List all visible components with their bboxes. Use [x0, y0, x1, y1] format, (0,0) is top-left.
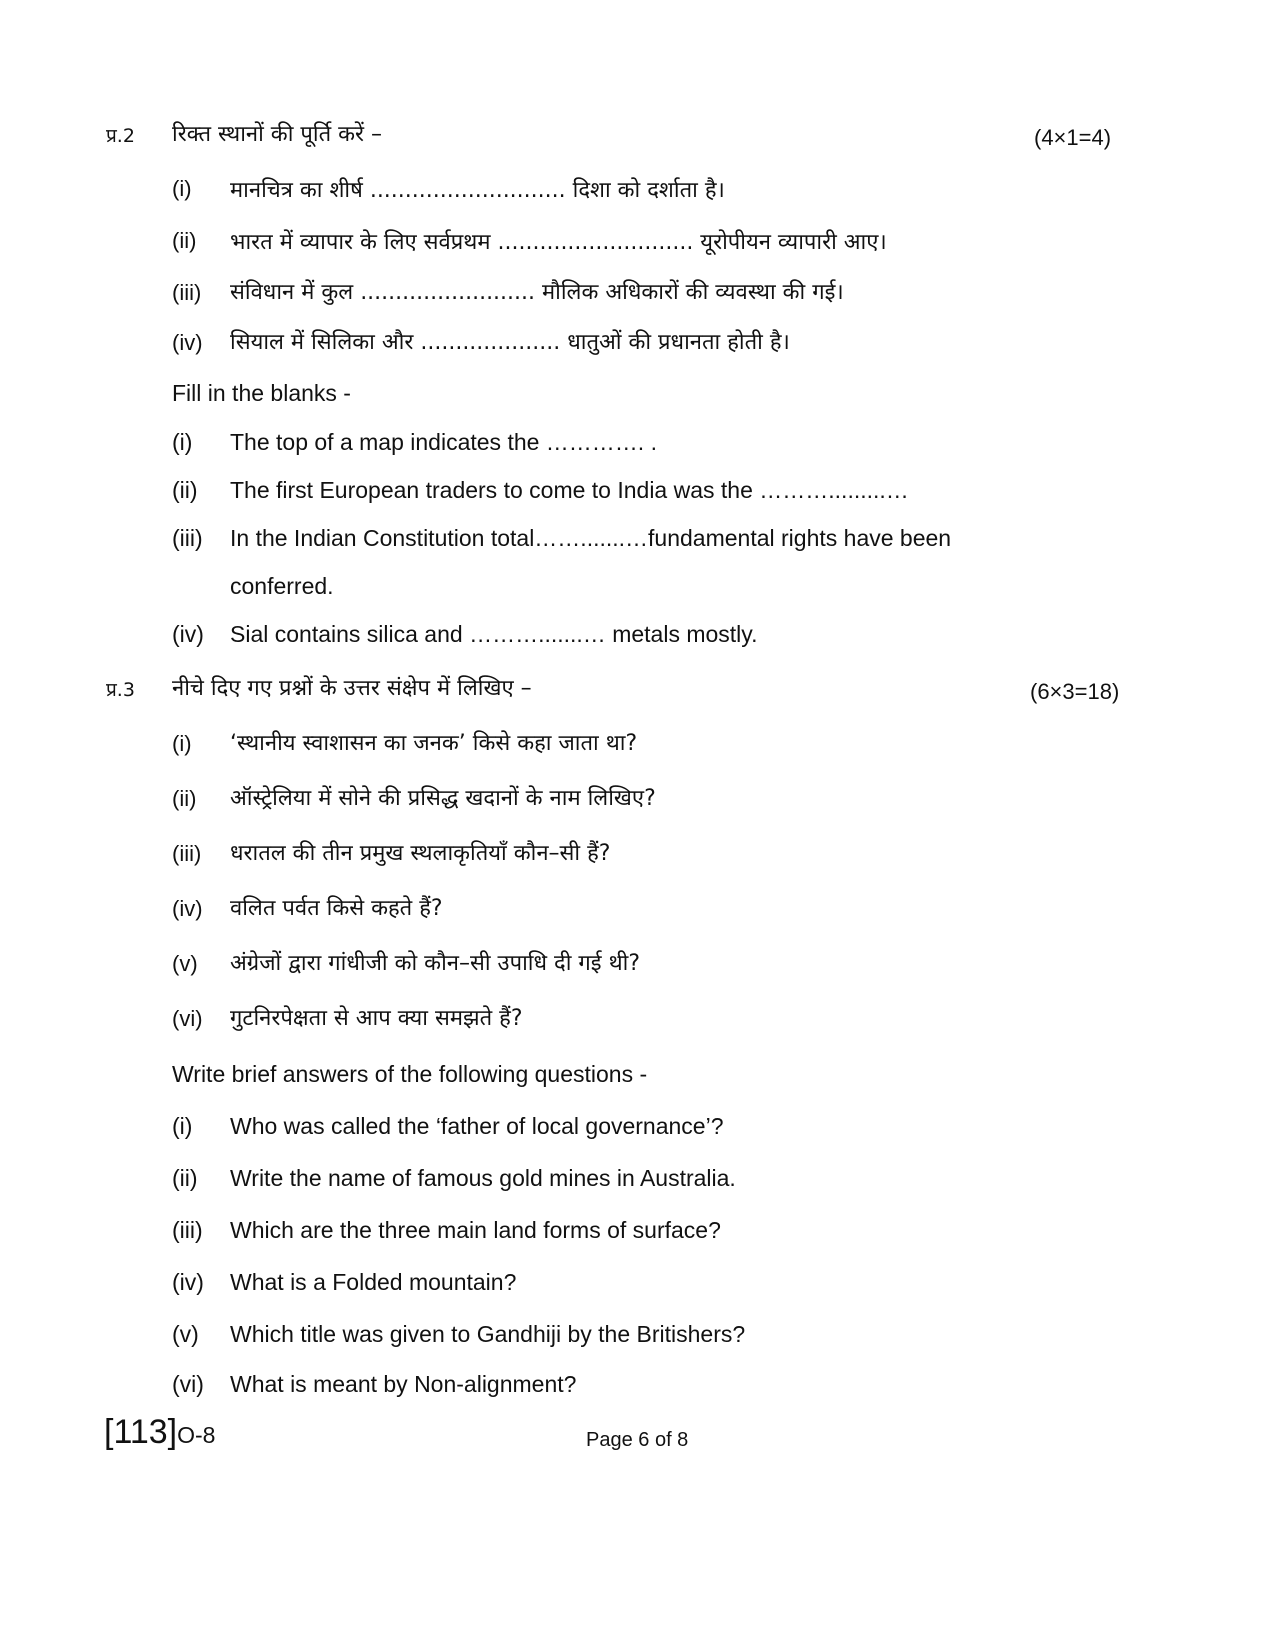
q3-hi-item-number: (v)	[172, 951, 198, 976]
q2-number: प्र.2	[106, 125, 135, 147]
q3-en-item-text: Write the name of famous gold mines in Australia.	[230, 1165, 736, 1191]
q2-en-item-number: (iii)	[172, 525, 203, 551]
page-number: Page 6 of 8	[586, 1429, 689, 1451]
q2-hi-item-number: (iv)	[172, 330, 203, 355]
q2-en-item-number: (ii)	[172, 477, 198, 503]
q3-title-english: Write brief answers of the following questions -	[172, 1061, 648, 1087]
q2-en-item-number: (i)	[172, 429, 193, 455]
q2-title-hindi: रिक्त स्थानों की पूर्ति करें –	[172, 122, 382, 147]
q3-hi-item-number: (ii)	[172, 786, 197, 811]
q3-title-hindi: नीचे दिए गए प्रश्नों के उत्तर संक्षेप में लिखिए –	[172, 676, 532, 701]
q3-hi-item-number: (vi)	[172, 1006, 203, 1031]
q2-title-english: Fill in the blanks -	[172, 380, 351, 406]
q3-en-item-text: Which title was given to Gandhiji by the Britishers?	[230, 1321, 746, 1347]
q3-marks: (6×3=18)	[1030, 679, 1120, 704]
q2-hi-item-text: सियाल में सिलिका और .................... धातुओं की प्रधानता होती है।	[230, 330, 790, 355]
q3-hi-item-text: वलित पर्वत किसे कहते हैं?	[230, 896, 443, 921]
q2-hi-item-number: (iii)	[172, 280, 202, 305]
q2-en-item-continuation: conferred.	[230, 573, 334, 599]
q3-hi-item-number: (i)	[172, 731, 192, 756]
q3-en-item-number: (vi)	[172, 1371, 204, 1397]
q2-en-item-text: In the Indian Constitution total…….......…fundamental rights have been	[230, 525, 952, 551]
q3-hi-item-text: गुटनिरपेक्षता से आप क्या समझते हैं?	[230, 1006, 523, 1031]
q2-en-item-text: The first European traders to come to India was the ……….........…	[230, 477, 909, 503]
q3-hi-item-text: ‘स्थानीय स्वाशासन का जनक’ किसे कहा जाता था?	[230, 731, 638, 756]
paper-code	[104, 1413, 215, 1452]
q3-hi-item-number: (iii)	[172, 841, 202, 866]
q3-hi-item-text: अंग्रेजों द्वारा गांधीजी को कौन–सी उपाधि दी गई थी?	[230, 951, 641, 976]
q2-hi-item-text: मानचित्र का शीर्ष ............................ दिशा को दर्शाता है।	[230, 178, 725, 203]
q3-hi-item-text: धरातल की तीन प्रमुख स्थलाकृतियाँ कौन–सी हैं?	[230, 841, 611, 866]
q3-hi-item-text: ऑस्ट्रेलिया में सोने की प्रसिद्ध खदानों के नाम लिखिए?	[230, 786, 656, 811]
q2-hi-item-number: (i)	[172, 176, 192, 201]
q3-en-item-text: Which are the three main land forms of surface?	[230, 1217, 721, 1243]
q3-en-item-text: What is meant by Non-alignment?	[230, 1371, 577, 1397]
paper-code-sub: O-8	[177, 1422, 216, 1448]
q3-number: प्र.3	[106, 679, 135, 701]
q2-hi-item-text: संविधान में कुल ......................... मौलिक अधिकारों की व्यवस्था की गई।	[230, 280, 844, 305]
q2-en-item-number: (iv)	[172, 621, 204, 647]
q3-en-item-text: Who was called the ‘father of local governance’?	[230, 1113, 724, 1139]
q3-en-item-number: (i)	[172, 1113, 193, 1139]
q2-hi-item-text: भारत में व्यापार के लिए सर्वप्रथम ............................ यूरोपीयन व्यापारी आए।	[230, 230, 887, 255]
q3-en-item-number: (v)	[172, 1321, 199, 1347]
q2-en-item-text: The top of a map indicates the …………. .	[230, 429, 657, 455]
q3-en-item-number: (iii)	[172, 1217, 203, 1243]
q3-en-item-number: (ii)	[172, 1165, 198, 1191]
q3-en-item-number: (iv)	[172, 1269, 204, 1295]
q2-marks: (4×1=4)	[1034, 125, 1112, 150]
paper-code-main: [113]	[104, 1413, 178, 1451]
q2-en-item-text: Sial contains silica and ……….......… metals mostly.	[230, 621, 758, 647]
q3-en-item-text: What is a Folded mountain?	[230, 1269, 517, 1295]
q2-hi-item-number: (ii)	[172, 228, 197, 253]
q3-hi-item-number: (iv)	[172, 896, 203, 921]
